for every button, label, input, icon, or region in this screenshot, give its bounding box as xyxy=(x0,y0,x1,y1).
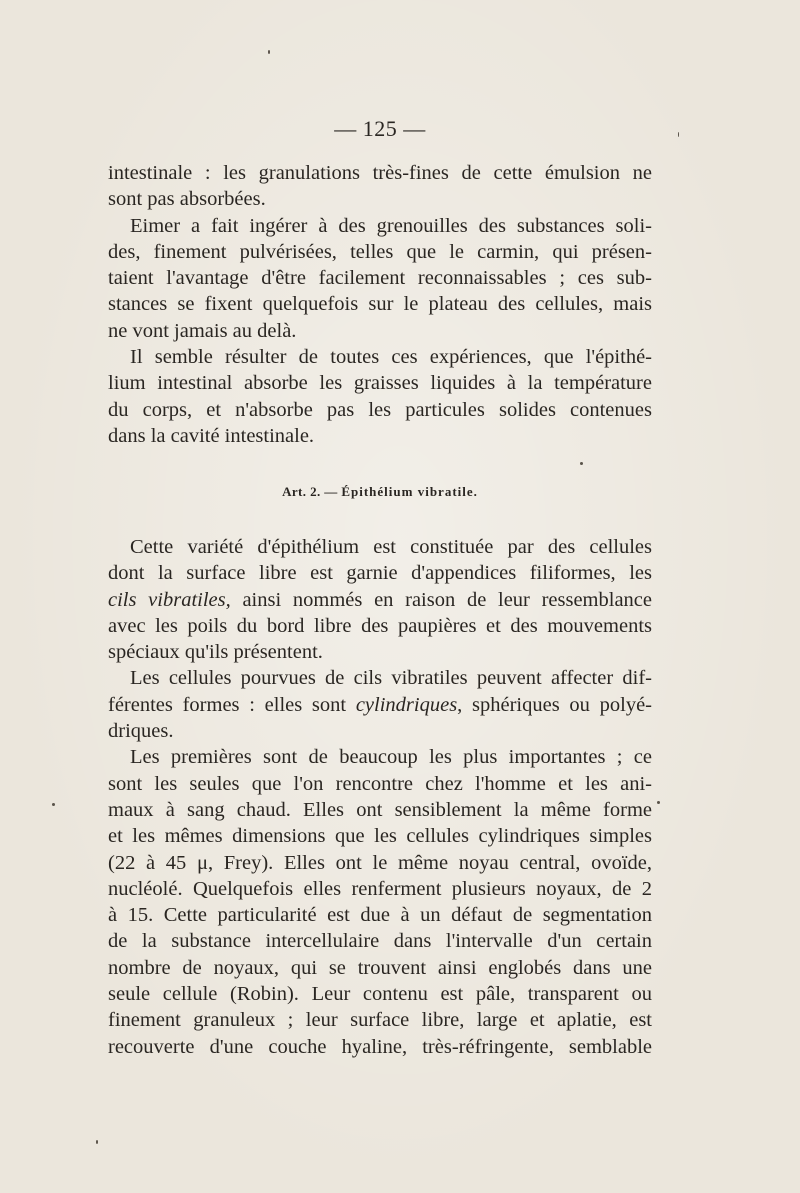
paper-speck xyxy=(580,462,583,465)
text-line: sont pas absorbées. xyxy=(108,188,266,211)
text-line: nucléolé. Quelquefois elles renferment plusieurs noyaux, de 2 xyxy=(108,877,652,900)
text-line: taient l'avantage d'être facilement reconnaissables ; ces sub- xyxy=(108,267,652,290)
text-line: férentes formes : elles sont cylindriques, sphériques ou polyé- xyxy=(108,693,652,716)
paragraph-block-2 xyxy=(108,534,652,1060)
text-line: Cette variété d'épithélium est constituée par des cellules xyxy=(130,536,652,558)
text-line: sont les seules que l'on rencontre chez l'homme et les ani- xyxy=(108,772,652,795)
text-line: nombre de noyaux, qui se trouvent ainsi englobés dans une xyxy=(108,956,652,979)
italic-term: cils vibratiles, xyxy=(108,588,231,611)
text-line: lium intestinal absorbe les graisses liquides à la température xyxy=(108,372,652,395)
section-title: Épithélium vibratile. xyxy=(341,484,478,499)
text-line: cils vibratiles, ainsi nommés en raison de leur ressemblance xyxy=(108,588,652,611)
text-line: driques. xyxy=(108,720,174,743)
paper-speck xyxy=(52,803,55,806)
text-line: spéciaux qu'ils présentent. xyxy=(108,641,323,664)
paper-speck xyxy=(657,801,660,804)
article-number: Art. 2. xyxy=(282,484,321,499)
text-line: maux à sang chaud. Elles ont sensiblement la même forme xyxy=(108,798,652,821)
text-line: finement granuleux ; leur surface libre, large et aplatie, est xyxy=(108,1009,652,1032)
text-line: de la substance intercellulaire dans l'intervalle d'un certain xyxy=(108,930,652,953)
text-line: Les premières sont de beaucoup les plus importantes ; ce xyxy=(130,746,652,769)
page-number: — 125 — xyxy=(334,116,426,141)
text-line: (22 à 45 μ, Frey). Elles ont le même noyau central, ovoïde, xyxy=(108,851,652,874)
text-line: Les cellules pourvues de cils vibratiles peuvent affecter dif- xyxy=(130,667,652,690)
text-line: recouverte d'une couche hyaline, très-réfringente, semblable xyxy=(108,1035,652,1058)
heading-dash: — xyxy=(324,484,338,499)
text-line: stances se fixent quelquefois sur le plateau des cellules, mais xyxy=(108,293,652,316)
text-line: dont la surface libre est garnie d'appendices filiformes, les xyxy=(108,562,652,585)
section-heading xyxy=(0,484,760,500)
text-line: Eimer a fait ingérer à des grenouilles des substances soli- xyxy=(130,214,652,237)
text-line: du corps, et n'absorbe pas les particules solides contenues xyxy=(108,398,652,421)
text-line: à 15. Cette particularité est due à un défaut de segmentation xyxy=(108,904,652,927)
text-line: seule cellule (Robin). Leur contenu est pâle, transparent ou xyxy=(108,983,652,1006)
italic-term: cylindriques xyxy=(355,693,458,716)
text-line: intestinale : les granulations très-fines de cette émulsion ne xyxy=(108,162,652,184)
text-line: ne vont jamais au delà. xyxy=(108,319,297,342)
text-line: et les mêmes dimensions que les cellules cylindriques simples xyxy=(108,825,652,848)
text-line: avec les poils du bord libre des paupières et des mouvements xyxy=(108,614,652,637)
paragraph-block-1 xyxy=(108,160,652,449)
paper-speck xyxy=(268,50,270,54)
paper-speck xyxy=(678,132,679,137)
text-line: des, finement pulvérisées, telles que le carmin, qui présen- xyxy=(108,240,652,263)
text-line: Il semble résulter de toutes ces expériences, que l'épithé- xyxy=(130,346,652,369)
paper-speck xyxy=(96,1140,98,1144)
text-line: dans la cavité intestinale. xyxy=(108,424,315,447)
